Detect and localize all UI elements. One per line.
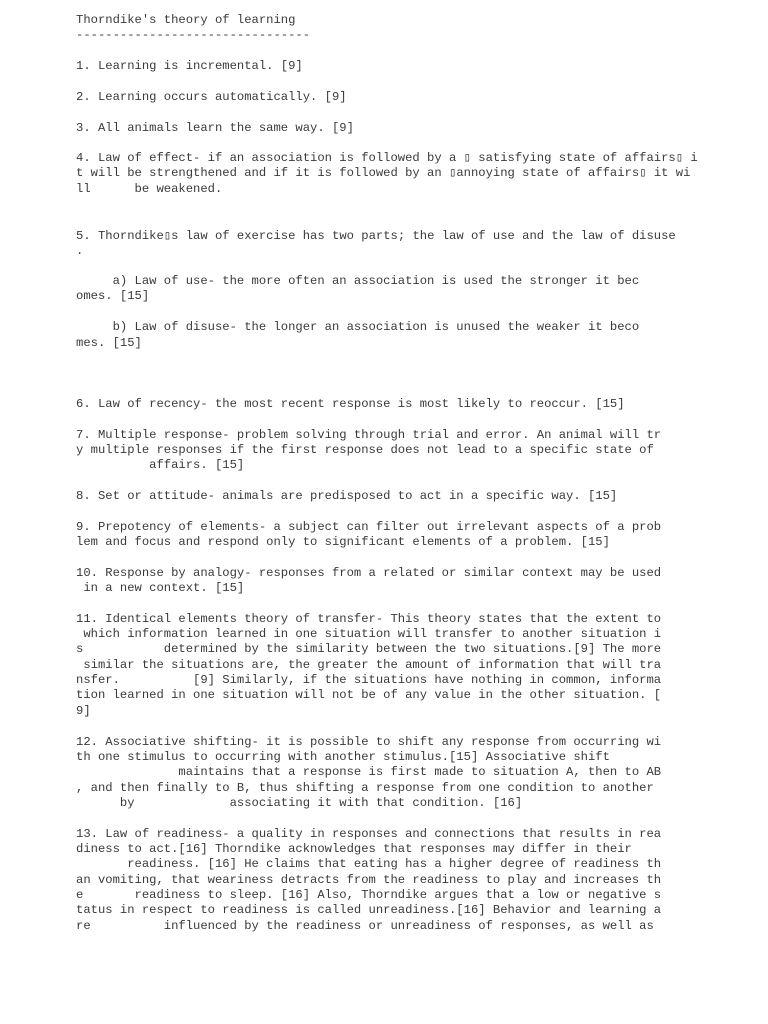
item-13-line-4: an vomiting, that weariness detracts from the readiness to play and increases th bbox=[76, 873, 662, 887]
item-5a-line-2: omes. [15] bbox=[76, 289, 150, 303]
item-7-line-3: affairs. [15] bbox=[76, 458, 245, 472]
item-12-line-5: by associating it with that condition. [16] bbox=[76, 796, 523, 810]
item-12-line-4: , and then finally to B, thus shifting a response from one condition to another bbox=[76, 781, 654, 795]
item-9-line-1: 9. Prepotency of elements- a subject can filter out irrelevant aspects of a prob bbox=[76, 520, 662, 534]
item-11-line-7: 9] bbox=[76, 704, 91, 718]
item-5b-line-1: b) Law of disuse- the longer an association is unused the weaker it beco bbox=[76, 320, 640, 334]
item-11-line-1: 11. Identical elements theory of transfer- This theory states that the extent to bbox=[76, 612, 662, 626]
item-5-line-1: 5. Thorndike▯s law of exercise has two parts; the law of use and the law of disuse bbox=[76, 229, 676, 243]
item-7-line-1: 7. Multiple response- problem solving through trial and error. An animal will tr bbox=[76, 428, 662, 442]
item-13-line-1: 13. Law of readiness- a quality in responses and connections that results in rea bbox=[76, 827, 662, 841]
item-4-line-1: 4. Law of effect- if an association is followed by a ▯ satisfying state of affairs▯ i bbox=[76, 151, 698, 165]
item-4-line-2: t will be strengthened and if it is followed by an ▯annoying state of affairs▯ it wi bbox=[76, 166, 691, 180]
item-13-line-7: re influenced by the readiness or unreadiness of responses, as well as bbox=[76, 919, 654, 933]
item-3: 3. All animals learn the same way. [9] bbox=[76, 121, 354, 135]
item-13-line-5: e readiness to sleep. [16] Also, Thorndike argues that a low or negative s bbox=[76, 888, 662, 902]
item-13-line-6: tatus in respect to readiness is called unreadiness.[16] Behavior and learning a bbox=[76, 903, 662, 917]
item-12-line-2: th one stimulus to occurring with another stimulus.[15] Associative shift bbox=[76, 750, 610, 764]
item-11-line-3: s determined by the similarity between the two situations.[9] The more bbox=[76, 642, 662, 656]
item-7-line-2: y multiple responses if the first response does not lead to a specific state of bbox=[76, 443, 654, 457]
item-10-line-2: in a new context. [15] bbox=[76, 581, 245, 595]
item-11-line-2: which information learned in one situation will transfer to another situation i bbox=[76, 627, 662, 641]
item-11-line-5: nsfer. [9] Similarly, if the situations have nothing in common, informa bbox=[76, 673, 662, 687]
item-12-line-1: 12. Associative shifting- it is possible to shift any response from occurring wi bbox=[76, 735, 662, 749]
item-11-line-4: similar the situations are, the greater the amount of information that will tra bbox=[76, 658, 662, 672]
item-10-line-1: 10. Response by analogy- responses from a related or similar context may be used bbox=[76, 566, 662, 580]
item-9-line-2: lem and focus and respond only to significant elements of a problem. [15] bbox=[76, 535, 610, 549]
item-13-line-3: readiness. [16] He claims that eating has a higher degree of readiness th bbox=[76, 857, 662, 871]
item-6: 6. Law of recency- the most recent response is most likely to reoccur. [15] bbox=[76, 397, 625, 411]
item-1: 1. Learning is incremental. [9] bbox=[76, 59, 303, 73]
item-4-line-3: ll be weakened. bbox=[76, 182, 223, 196]
item-12-line-3: maintains that a response is first made to situation A, then to AB bbox=[76, 765, 662, 779]
item-5a-line-1: a) Law of use- the more often an association is used the stronger it bec bbox=[76, 274, 640, 288]
title-underline: -------------------------------- bbox=[76, 28, 311, 42]
item-2: 2. Learning occurs automatically. [9] bbox=[76, 90, 347, 104]
item-11-line-6: tion learned in one situation will not be of any value in the other situation. [ bbox=[76, 688, 662, 702]
document-title: Thorndike's theory of learning bbox=[76, 13, 296, 27]
item-13-line-2: diness to act.[16] Thorndike acknowledges that responses may differ in their bbox=[76, 842, 632, 856]
item-5-line-2: . bbox=[76, 244, 84, 258]
item-5b-line-2: mes. [15] bbox=[76, 336, 142, 350]
item-8: 8. Set or attitude- animals are predisposed to act in a specific way. [15] bbox=[76, 489, 618, 503]
